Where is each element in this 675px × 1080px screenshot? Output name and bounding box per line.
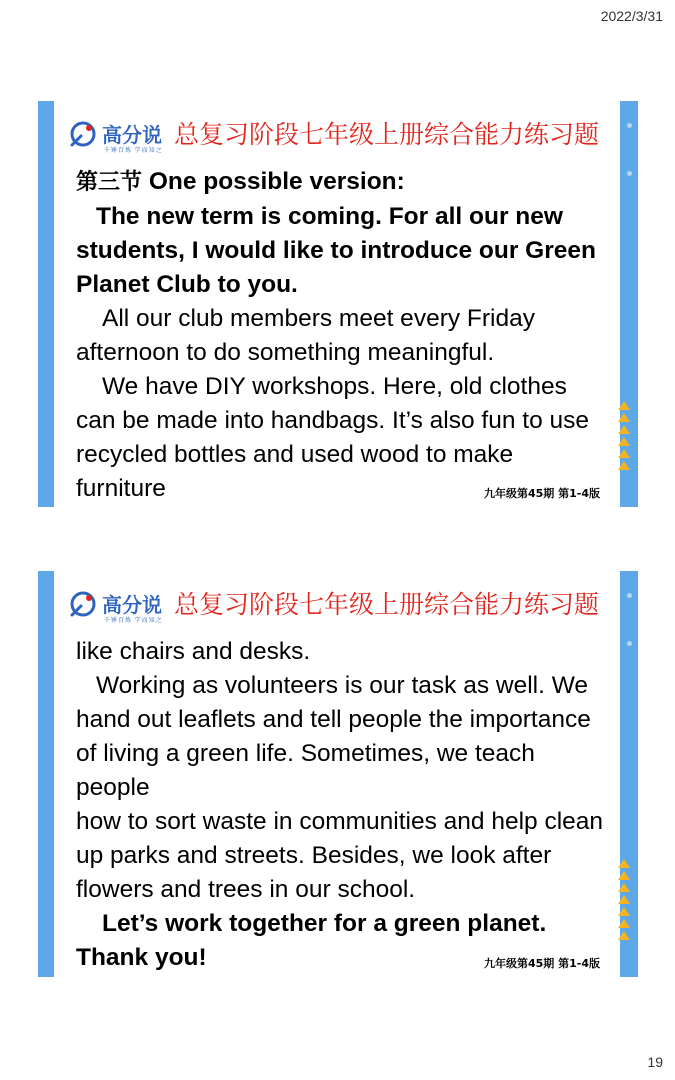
left-accent-bar [38,571,54,977]
body-line: 第三节 One possible version: [76,168,405,195]
slide-footer: 九年级第45期 第1-4版 [483,957,600,970]
body-line: like chairs and desks. [76,638,311,665]
body-line: Working as volunteers is our task as well. We [96,672,589,699]
body-line: up parks and streets. Besides, we look after [76,842,552,869]
triangle-decoration [618,859,632,943]
body-line: how to sort waste in communities and help clean [76,808,604,835]
brand-tagline: 千锤百炼 学而知之 [104,148,163,154]
slide-body [76,165,606,506]
slide-body [76,635,606,975]
slide-2 [38,571,638,977]
left-accent-bar [38,101,54,507]
slide-footer: 九年级第45期 第1-4版 [483,487,600,500]
body-line: All our club members meet every Friday [102,305,535,332]
slide-header [68,583,614,627]
slide-title: 总复习阶段七年级上册综合能力练习题 [174,590,600,619]
body-line: flowers and trees in our school. [76,876,416,903]
body-line: Planet Club to you. [76,271,298,298]
body-line: The new term is coming. For all our new [96,203,563,230]
brand-logo-icon [68,589,98,619]
body-line: students, I would like to introduce our Green [76,237,596,264]
triangle-decoration [618,401,632,473]
body-line: Thank you! [76,944,207,971]
body-line: hand out leaflets and tell people the importance [76,706,591,733]
brand-tagline: 千锤百炼 学而知之 [104,618,163,624]
brand-logo-icon [68,119,98,149]
slide-header [68,113,614,157]
page-number: 19 [647,1054,663,1070]
body-line: can be made into handbags. It’s also fun to use [76,407,590,434]
section-label: 第三节 [76,170,143,195]
body-line: afternoon to do something meaningful. [76,339,495,366]
body-line: Let’s work together for a green planet. [102,910,547,937]
slide-date: 2022/3/31 [600,8,663,24]
slide-title: 总复习阶段七年级上册综合能力练习题 [174,120,600,149]
brand-name: 高分说 [102,593,162,617]
body-line: of living a green life. Sometimes, we teach people [76,740,535,801]
body-line: recycled bottles and used wood to make furniture [76,441,514,502]
body-line: We have DIY workshops. Here, old clothes [102,373,567,400]
brand-name: 高分说 [102,123,162,147]
slide-1 [38,101,638,507]
